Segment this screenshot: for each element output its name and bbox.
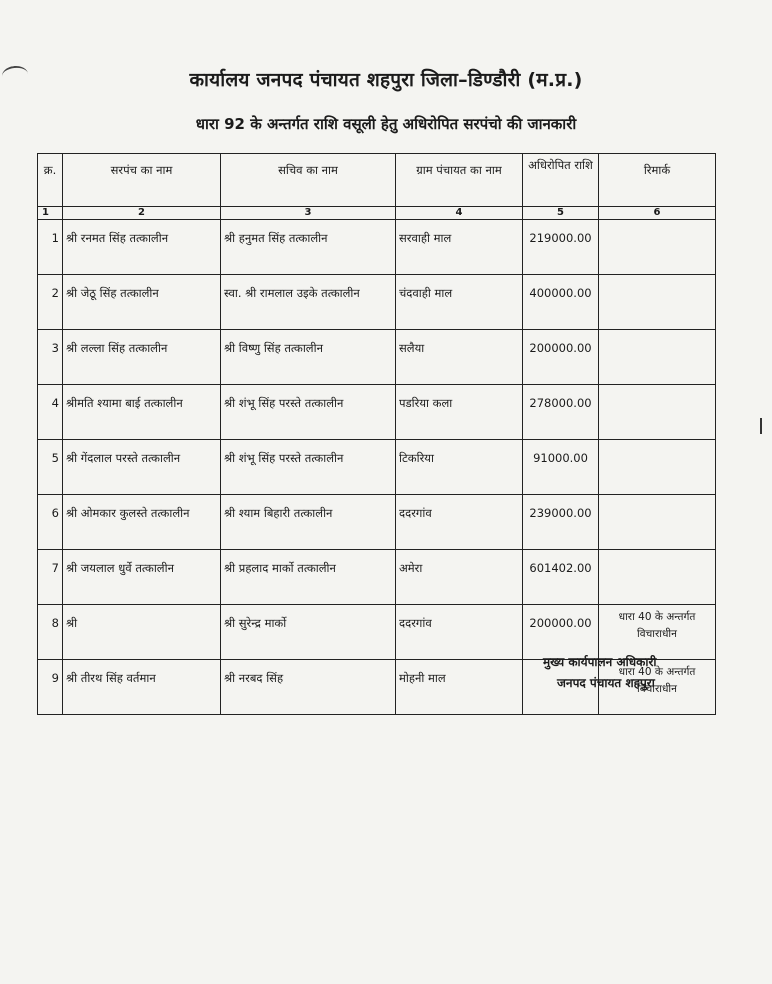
cell-sarpanch: श्री जेठू सिंह तत्कालीन xyxy=(63,275,221,330)
table-row xyxy=(38,440,716,495)
cell-remark xyxy=(599,220,716,275)
column-number-row xyxy=(38,207,716,220)
cell-sachiv: श्री श्याम बिहारी तत्कालीन xyxy=(221,495,396,550)
edge-ink-mark xyxy=(760,418,772,434)
cell-sn: 8 xyxy=(38,605,63,660)
cell-sarpanch: श्रीमति श्यामा बाई तत्कालीन xyxy=(63,385,221,440)
cell-sachiv: श्री शंभू सिंह परस्ते तत्कालीन xyxy=(221,385,396,440)
table-header-row xyxy=(38,154,716,207)
signatory-office: जनपद पंचायत शहपुरा xyxy=(557,676,655,690)
column-header-sarpanch: सरपंच का नाम xyxy=(63,154,221,207)
column-number: 2 xyxy=(63,207,221,220)
cell-amount: 200000.00 xyxy=(523,330,599,385)
cell-sn: 3 xyxy=(38,330,63,385)
cell-remark: धारा 40 के अन्तर्गत विचाराधीन xyxy=(599,605,716,660)
column-header-panchayat: ग्राम पंचायत का नाम xyxy=(396,154,523,207)
cell-amount: 601402.00 xyxy=(523,550,599,605)
table-row xyxy=(38,275,716,330)
cell-sn: 2 xyxy=(38,275,63,330)
cell-sachiv: श्री प्रहलाद मार्को तत्कालीन xyxy=(221,550,396,605)
table-row xyxy=(38,550,716,605)
cell-sn: 6 xyxy=(38,495,63,550)
cell-sachiv: श्री शंभू सिंह परस्ते तत्कालीन xyxy=(221,440,396,495)
cell-sn: 9 xyxy=(38,660,63,715)
cell-amount: 239000.00 xyxy=(523,495,599,550)
table-row xyxy=(38,220,716,275)
cell-remark xyxy=(599,330,716,385)
cell-remark xyxy=(599,440,716,495)
cell-remark xyxy=(599,385,716,440)
cell-panchayat: ददरगांव xyxy=(396,495,523,550)
cell-panchayat: अमेरा xyxy=(396,550,523,605)
column-number: 1 xyxy=(38,207,63,220)
cell-sn: 1 xyxy=(38,220,63,275)
cell-sarpanch: श्री रनमत सिंह तत्कालीन xyxy=(63,220,221,275)
cell-sachiv: स्वा. श्री रामलाल उइके तत्कालीन xyxy=(221,275,396,330)
cell-sachiv: श्री हनुमत सिंह तत्कालीन xyxy=(221,220,396,275)
cell-panchayat: सरवाही माल xyxy=(396,220,523,275)
cell-remark xyxy=(599,495,716,550)
cell-remark xyxy=(599,550,716,605)
cell-panchayat: सलैया xyxy=(396,330,523,385)
column-header-remark: रिमार्क xyxy=(599,154,716,207)
column-header-sachiv: सचिव का नाम xyxy=(221,154,396,207)
cell-sarpanch: श्री गेंदलाल परस्ते तत्कालीन xyxy=(63,440,221,495)
cell-amount: 219000.00 xyxy=(523,220,599,275)
table-row xyxy=(38,385,716,440)
cell-amount: 91000.00 xyxy=(523,440,599,495)
column-header-sn: क्र. xyxy=(38,154,63,207)
cell-sachiv: श्री विष्णु सिंह तत्कालीन xyxy=(221,330,396,385)
cell-sarpanch: श्री xyxy=(63,605,221,660)
cell-sarpanch: श्री तीरथ सिंह वर्तमान xyxy=(63,660,221,715)
cell-remark xyxy=(599,275,716,330)
column-number: 5 xyxy=(523,207,599,220)
column-number: 3 xyxy=(221,207,396,220)
cell-panchayat: ददरगांव xyxy=(396,605,523,660)
cell-panchayat: चंदवाही माल xyxy=(396,275,523,330)
signature-block xyxy=(543,652,657,694)
cell-panchayat: टिकरिया xyxy=(396,440,523,495)
cell-amount: 200000.00 xyxy=(523,605,599,660)
cell-sachiv: श्री नरबद सिंह xyxy=(221,660,396,715)
sarpanch-recovery-table xyxy=(37,153,716,715)
cell-remark: धारा 40 के अन्तर्गत विचाराधीन xyxy=(599,660,716,715)
cell-sachiv: श्री सुरेन्द्र मार्को xyxy=(221,605,396,660)
signatory-designation: मुख्य कार्यपालन अधिकारी xyxy=(543,655,657,669)
document-subtitle: धारा 92 के अन्तर्गत राशि वसूली हेतु अधिरोपित सरपंचो की जानकारी xyxy=(195,115,577,133)
cell-sarpanch: श्री ओमकार कुलस्ते तत्कालीन xyxy=(63,495,221,550)
cell-sn: 7 xyxy=(38,550,63,605)
cell-sarpanch: श्री जयलाल धुर्वे तत्कालीन xyxy=(63,550,221,605)
cell-sarpanch: श्री लल्ला सिंह तत्कालीन xyxy=(63,330,221,385)
column-number: 4 xyxy=(396,207,523,220)
cell-sn: 4 xyxy=(38,385,63,440)
cell-panchayat: मोहनी माल xyxy=(396,660,523,715)
column-number: 6 xyxy=(599,207,716,220)
column-header-amount: अधिरोपित राशि xyxy=(523,154,599,207)
table-row xyxy=(38,495,716,550)
table-row xyxy=(38,330,716,385)
cell-amount: 278000.00 xyxy=(523,385,599,440)
cell-panchayat: पडरिया कला xyxy=(396,385,523,440)
cell-amount: 400000.00 xyxy=(523,275,599,330)
cell-sn: 5 xyxy=(38,440,63,495)
document-title: कार्यालय जनपद पंचायत शहपुरा जिला–डिण्डौरी (म.प्र.) xyxy=(189,69,583,91)
